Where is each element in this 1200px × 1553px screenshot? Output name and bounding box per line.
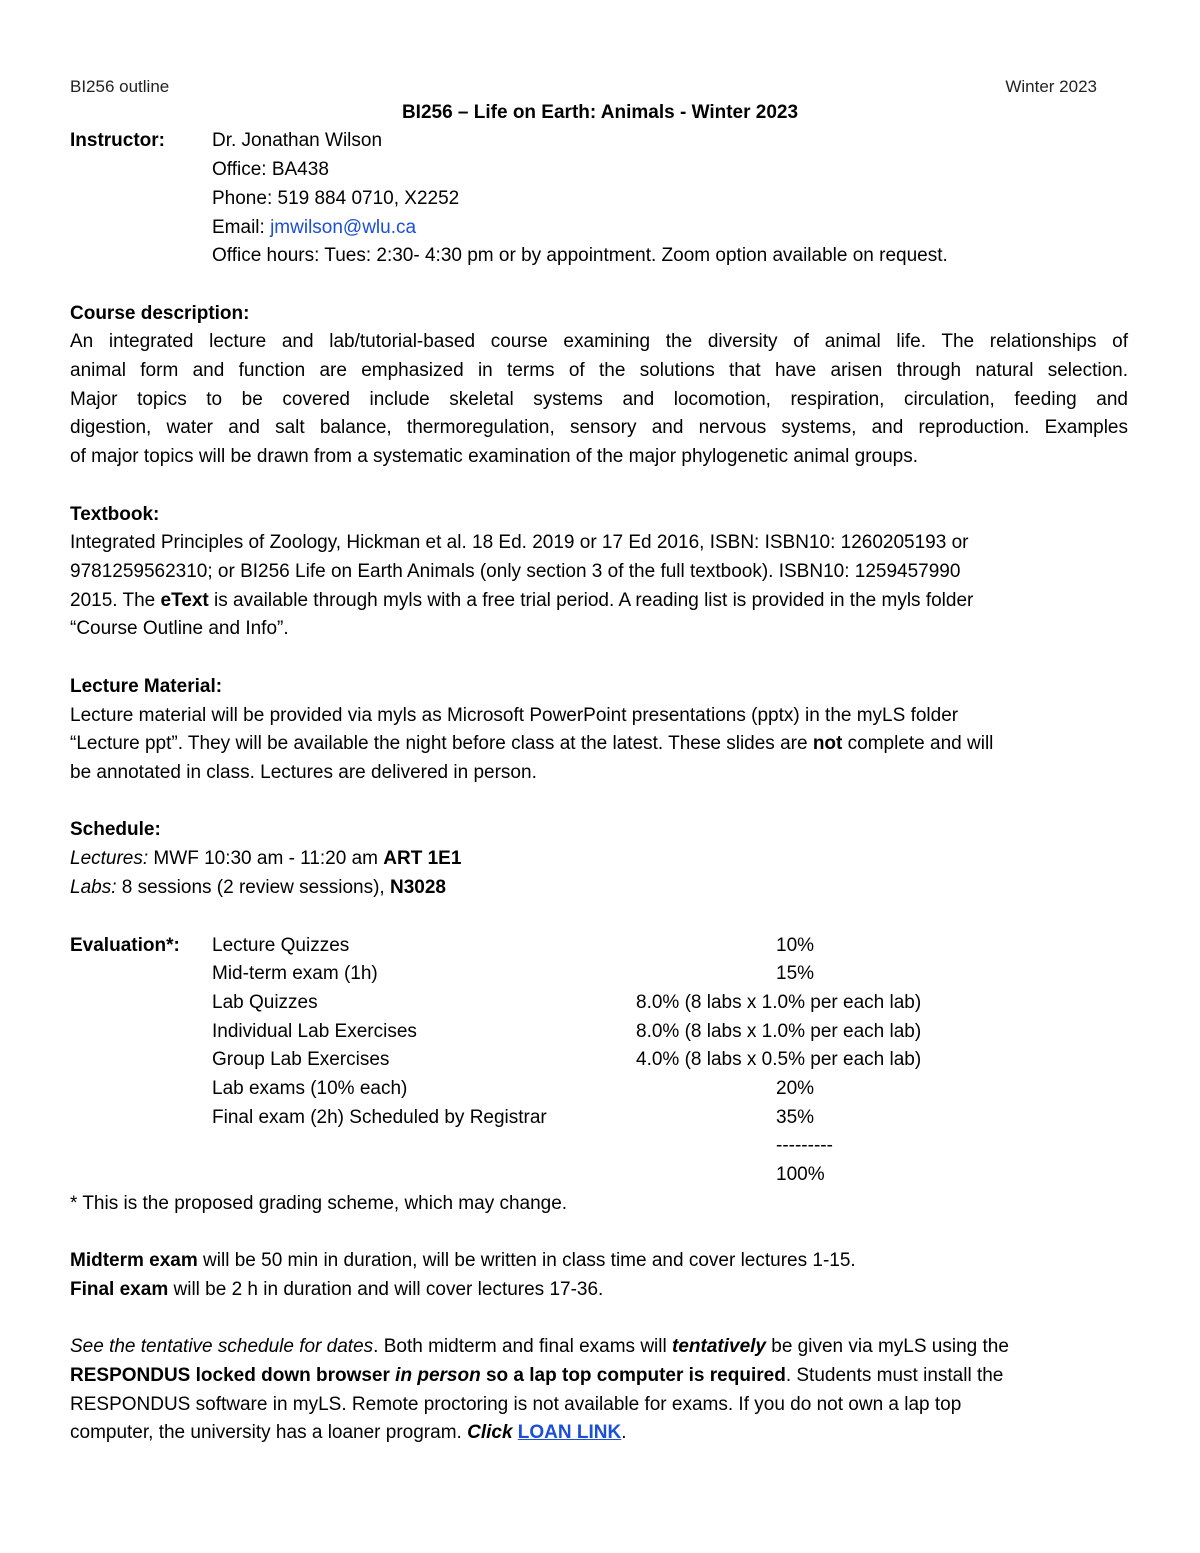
evaluation-item-name: Final exam (2h) Scheduled by Registrar [212,1107,547,1128]
final-info [70,1276,603,1304]
header-right: Winter 2023 [1005,77,1097,96]
header-left: BI256 outline [70,77,170,96]
lecture-material-line-2-a: “Lecture ppt”. They will be available the night before class at the latest. These slides are [70,733,813,754]
labs-sessions: 8 sessions (2 review sessions), [116,877,390,898]
click-label: Click [467,1422,513,1443]
lectures-label: Lectures: [70,848,149,869]
textbook-line-1: Integrated Principles of Zoology, Hickman et al. 18 Ed. 2019 or 17 Ed 2016, ISBN: ISBN10: 1260205193 or [70,532,969,553]
etext-label: eText [160,590,209,611]
lectures-time: MWF 10:30 am - 11:20 am [148,848,384,869]
respondus-line-1 [70,1333,1009,1361]
evaluation-item-value: 20% [776,1078,815,1099]
midterm-text: will be 50 min in duration, will be written in class time and cover lectures 1-15. [197,1250,856,1271]
respondus-l2-text: . Students must install the [785,1365,1004,1386]
evaluation-total: 100% [776,1164,825,1185]
final-text: will be 2 h in duration and will cover lectures 17-36. [168,1279,604,1300]
schedule-lectures [70,845,461,873]
textbook-line-4: “Course Outline and Info”. [70,618,289,639]
course-description-line-5: of major topics will be drawn from a systematic examination of the major phylogenetic animal groups. [70,446,918,467]
lecture-material-heading: Lecture Material: [70,676,223,697]
lecture-material-line-2-c: complete and will [842,733,994,754]
instructor-name: Dr. Jonathan Wilson [212,130,383,151]
textbook-line-3-c: is available through myls with a free trial period. A reading list is provided in the myls folder [208,590,974,611]
respondus-line-3: RESPONDUS software in myLS. Remote proctoring is not available for exams. If you do not own a lap top [70,1394,962,1415]
evaluation-label: Evaluation*: [70,935,180,956]
respondus-line-4 [70,1419,627,1447]
instructor-office: Office: BA438 [212,159,329,180]
textbook-line-2: 9781259562310; or BI256 Life on Earth Animals (only section 3 of the full textbook). ISBN10: 1259457990 [70,561,961,582]
course-description-line-2: animal form and function are emphasized in terms of the solutions that have arisen through natural selection. [70,360,1128,381]
email-link[interactable]: jmwilson@wlu.ca [270,217,417,238]
evaluation-item-value: 8.0% (8 labs x 1.0% per each lab) [636,1021,922,1042]
lectures-room: ART 1E1 [383,848,462,869]
lecture-material-line-3: be annotated in class. Lectures are delivered in person. [70,762,537,783]
course-description-heading: Course description: [70,303,250,324]
final-label: Final exam [70,1279,169,1300]
instructor-phone: Phone: 519 884 0710, X2252 [212,188,460,209]
labs-label: Labs: [70,877,117,898]
textbook-line-3 [70,587,973,615]
lecture-material-line-2 [70,730,993,758]
in-person-emphasis: in person [395,1365,481,1386]
lecture-material-not: not [812,733,843,754]
course-description-line-4: digestion, water and salt balance, thermoregulation, sensory and nervous systems, and reproduction. Examples [70,417,1128,438]
instructor-email-line [212,214,416,242]
page-title: BI256 – Life on Earth: Animals - Winter 2023 [401,102,799,123]
evaluation-item-name: Mid-term exam (1h) [212,963,378,984]
loan-link[interactable]: LOAN LINK [517,1422,622,1443]
evaluation-footnote: * This is the proposed grading scheme, which may change. [70,1193,568,1214]
evaluation-item-value: 15% [776,963,815,984]
evaluation-item-name: Lab exams (10% each) [212,1078,408,1099]
evaluation-item-name: Lecture Quizzes [212,935,350,956]
laptop-required: so a lap top computer is required [480,1365,786,1386]
evaluation-total-rule: --------- [776,1135,833,1156]
respondus-l4-text: computer, the university has a loaner program. [70,1422,468,1443]
evaluation-item-value: 4.0% (8 labs x 0.5% per each lab) [636,1049,922,1070]
schedule-labs [70,874,446,902]
evaluation-item-name: Group Lab Exercises [212,1049,390,1070]
textbook-line-3-a: 2015. The [70,590,161,611]
midterm-label: Midterm exam [70,1250,198,1271]
respondus-l4-end: . [621,1422,627,1443]
schedule-note: See the tentative schedule for dates [70,1336,374,1357]
evaluation-item-value: 35% [776,1107,815,1128]
schedule-heading: Schedule: [70,819,161,840]
evaluation-item-value: 8.0% (8 labs x 1.0% per each lab) [636,992,922,1013]
instructor-label: Instructor: [70,130,165,151]
course-description-line-1: An integrated lecture and lab/tutorial-based course examining the diversity of animal life. The relationships of [70,331,1128,352]
email-label: Email: [212,217,271,238]
respondus-browser: RESPONDUS locked down browser [70,1365,396,1386]
evaluation-item-name: Individual Lab Exercises [212,1021,417,1042]
evaluation-item-value: 10% [776,935,815,956]
lecture-material-line-1: Lecture material will be provided via myls as Microsoft PowerPoint presentations (pptx) in the myLS folder [70,705,959,726]
midterm-info [70,1247,856,1275]
respondus-line-2 [70,1362,1003,1390]
evaluation-item-name: Lab Quizzes [212,992,318,1013]
textbook-heading: Textbook: [70,504,160,525]
tentatively-emphasis: tentatively [672,1336,766,1357]
labs-room: N3028 [389,877,446,898]
instructor-office-hours: Office hours: Tues: 2:30- 4:30 pm or by appointment. Zoom option available on request. [212,245,948,266]
course-description-line-3: Major topics to be covered include skeletal systems and locomotion, respiration, circulation, feeding and [70,389,1128,410]
respondus-l1-text2: be given via myLS using the [765,1336,1009,1357]
respondus-l1-text: . Both midterm and final exams will [373,1336,672,1357]
